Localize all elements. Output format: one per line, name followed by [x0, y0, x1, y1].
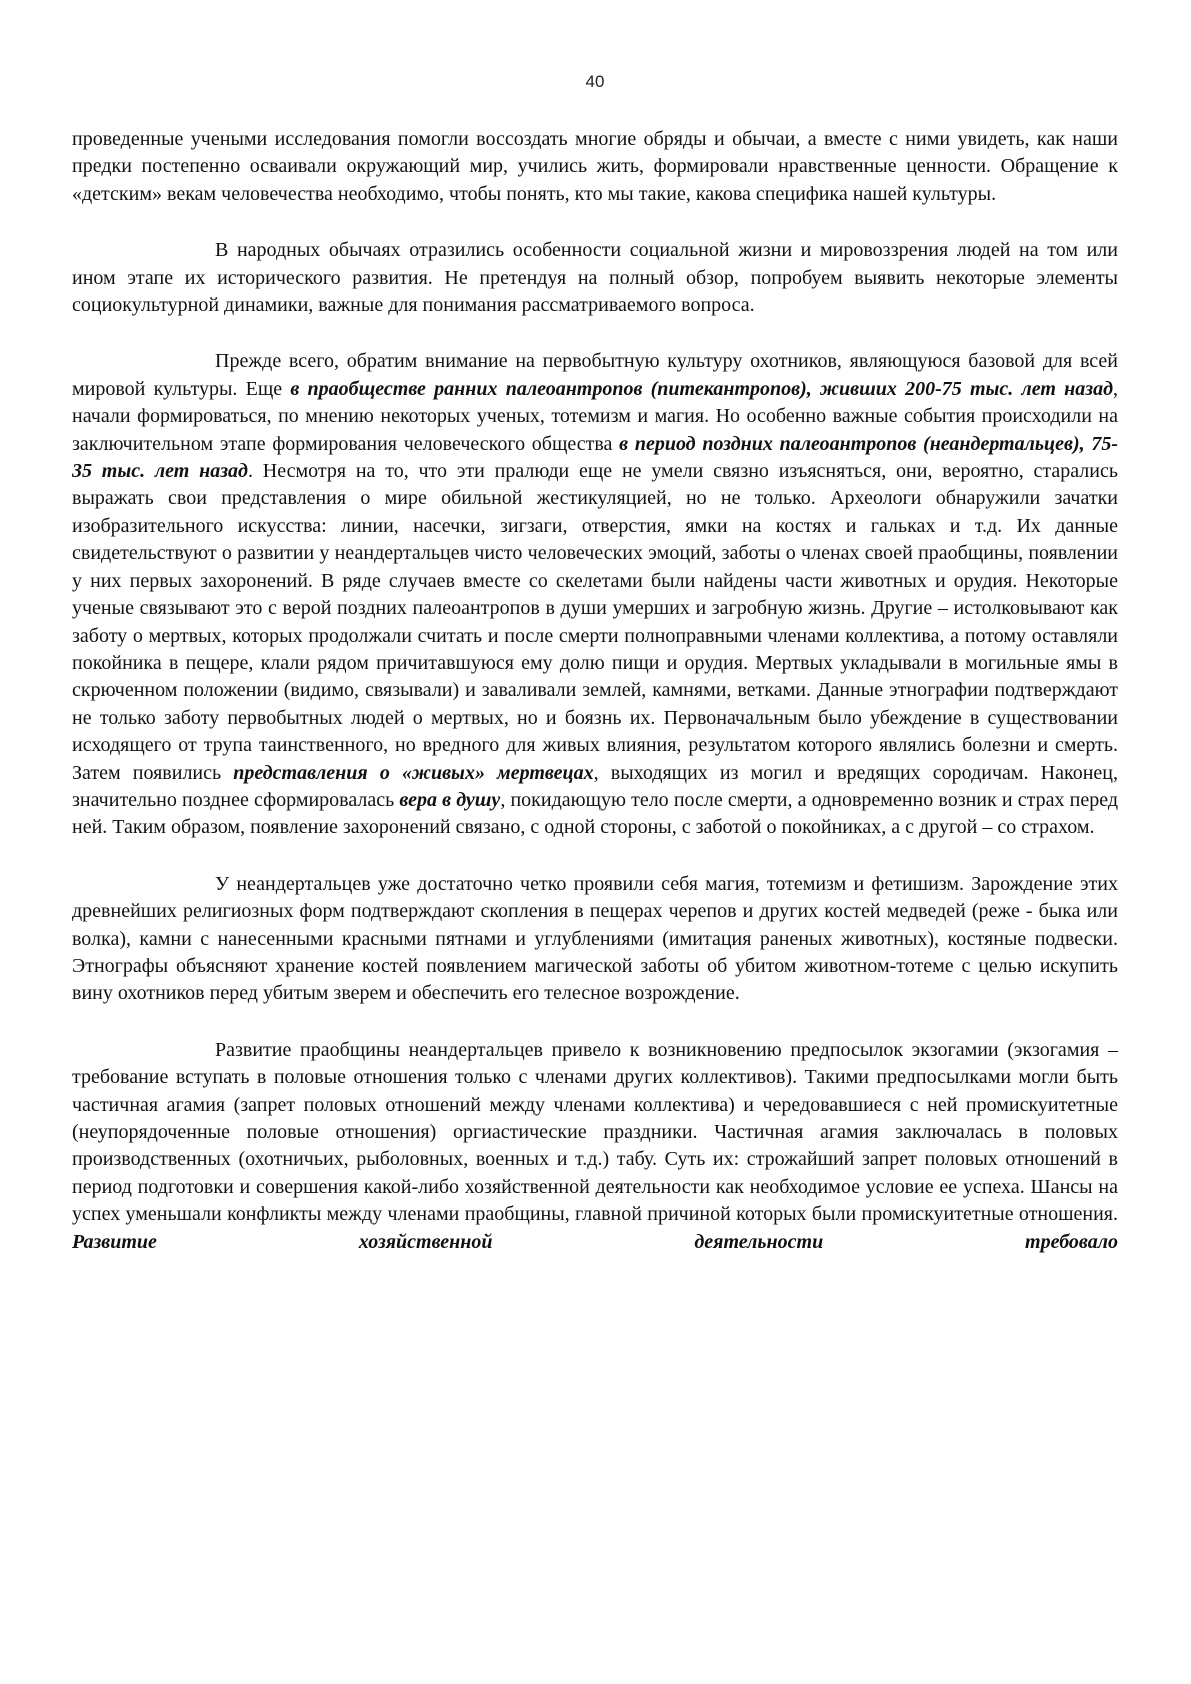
emphasized-text: в праобществе ранних палеоантропов (питекантропов), живших 200-75 тыс. лет назад [290, 377, 1113, 400]
paragraph-text: У неандертальцев уже достаточно четко проявили себя магия, тотемизм и фетишизм. Зарождение этих древнейших религиозных форм подтверждают скопления в пещерах черепов и других костей медведей (реже - быка или волка), камни с нанесенными красными пятнами и углублениями (имитация раненых животных), костяные подвески. Этнографы объясняют хранение костей появлением магической заботы об убитом животном-тотеме с целью искупить вину охотников перед убитым зверем и обеспечить его телесное возрождение. [72, 872, 1118, 1005]
paragraph-text: Развитие праобщины неандертальцев привело к возникновению предпосылок экзогамии (экзогамия – требование вступать в половые отношения только с членами других коллективов). Такими предпосылками могли быть частичная агамия (запрет половых отношений между членами коллектива) и чередовавшиеся с ней промискуитетные (неупорядоченные половые отношения) оргиастические праздники. Частичная агамия заключалась в половых производственных (охотничьих, рыболовных, военных и т.д.) табу. Суть их: строжайший запрет половых отношений в период подготовки и совершения какой-либо хозяйственной деятельности как необходимое условие ее успеха. Шансы на успех уменьшали конфликты между членами праобщины, главной причиной которых были промискуитетные отношения. [72, 1038, 1118, 1226]
emphasized-text: Развитие хозяйственной деятельности требовало [72, 1230, 1118, 1253]
paragraph-text: , покидающую тело после смерти, а одновременно возник и страх перед ней. Таким образом, появление захоронений связано, с одной стороны, с заботой о покойниках, а с другой – со страхом. [72, 788, 1118, 839]
paragraph-text: , выходящих из могил и вредящих сородичам. Наконец, значительно позднее сформировалась [72, 761, 1118, 811]
emphasized-text: вера в душу [399, 788, 501, 811]
page-number: 40 [585, 72, 605, 91]
paragraph-text: Прежде всего, обратим внимание на первобытную культуру охотников, являющуюся базовой для всей мировой культуры. Еще [72, 350, 1118, 400]
paragraph [72, 1037, 1118, 1256]
document-body [72, 126, 1118, 1256]
emphasized-text: представления о «живых» мертвецах [233, 761, 594, 784]
emphasized-text: в период поздних палеоантропов (неандертальцев), 75-35 тыс. лет назад [72, 432, 1119, 483]
paragraph [72, 348, 1118, 841]
paragraph [72, 871, 1118, 1008]
paragraph [72, 126, 1118, 208]
paragraph-text: В народных обычаях отразились особенности социальной жизни и мировоззрения людей на том или ином этапе их исторического развития. Не претендуя на полный обзор, попробуем выявить некоторые элементы социокультурной динамики, важные для понимания рассматриваемого вопроса. [72, 239, 1118, 317]
paragraph-text: . Несмотря на то, что эти пралюди еще не умели связно изъясняться, они, вероятно, старались выражать свои представления о мире обильной жестикуляцией, но не только. Археологи обнаружили зачатки изобразительного искусства: линии, насечки, зигзаги, отверстия, ямки на костях и гальках и т.д. Их данные свидетельствуют о развитии у неандертальцев чисто человеческих эмоций, заботы о членах своей праобщины, появлении у них первых захоронений. В ряде случаев вместе со скелетами были найдены части животных и орудия. Некоторые ученые связывают это с верой поздних палеоантропов в души умерших и загробную жизнь. Другие – истолковывают как заботу о мертвых, которых продолжали считать и после смерти полноправными членами коллектива, а потому оставляли покойника в пещере, клали рядом причитавшуюся ему долю пищи и орудия. Мертвых укладывали в могильные ямы в скрюченном положении (видимо, связывали) и заваливали землей, камнями, ветками. Данные этнографии подтверждают не только заботу первобытных людей о мертвых, но и боязнь их. Первоначальным было убеждение в существовании исходящего от трупа таинственного, но вредного для живых влияния, результатом которого являлись болезни и смерть. Затем появились [72, 460, 1118, 784]
paragraph-text: , начали формироваться, по мнению некоторых ученых, тотемизм и магия. Но особенно важные события происходили на заключительном этапе формирования человеческого общества [72, 377, 1118, 455]
paragraph-text: проведенные учеными исследования помогли воссоздать многие обряды и обычаи, а вместе с ними увидеть, как наши предки постепенно осваивали окружающий мир, учились жить, формировали нравственные ценности. Обращение к «детским» векам человечества необходимо, чтобы понять, кто мы такие, какова специфика нашей культуры. [72, 128, 1118, 205]
paragraph [72, 237, 1118, 319]
